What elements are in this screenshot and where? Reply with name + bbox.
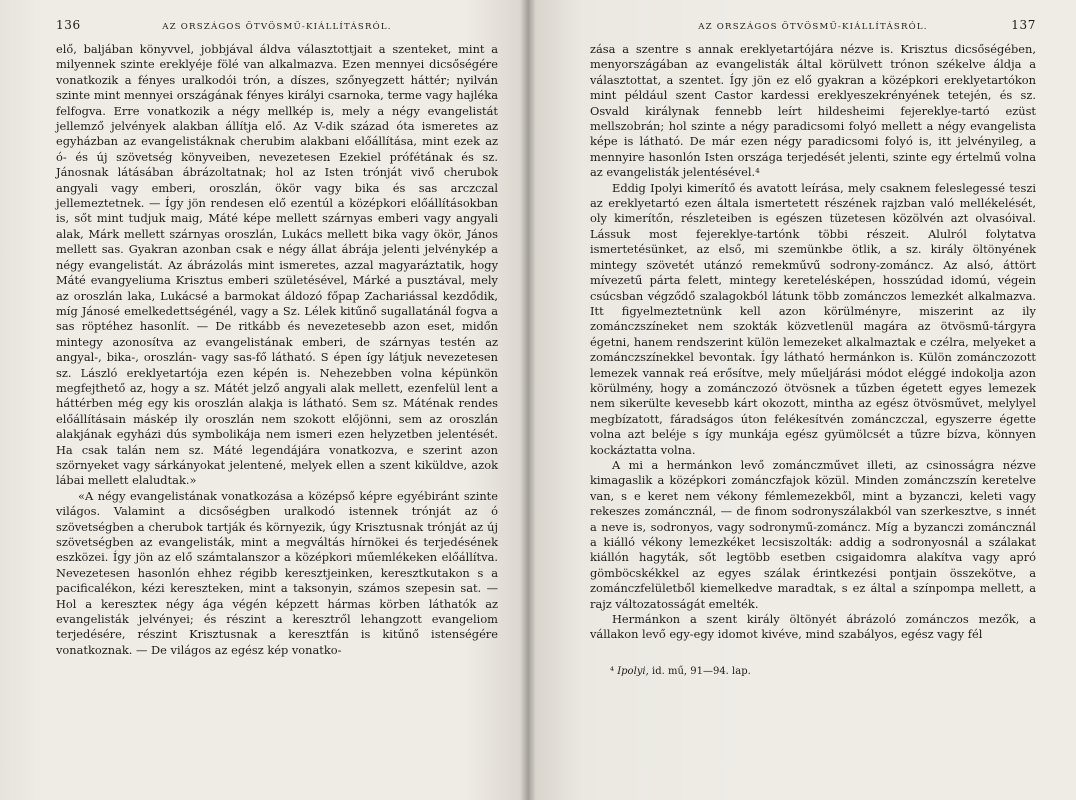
right-paragraph-3: A mi a hermánkon levő zománczművet illeti, az csinosságra nézve kimagaslik a középkori zománczfajok közül. Minden zománczszín keretelve van, s e keret nem vékony fémlemezekből, mint a byzanczi, keleti vagy rekeszes zománcznál, — de finom sodronyszálakból van szerkesztve, s innét a neve is, sodronyos, vagy sodronymű-zománcz. Míg a byzanczi zománcznál a kiálló vékony lemezkéket lecsiszolták: addig a sodronyosnál a szálakat kiállón hagyták, sőt legtöbb esetben csigaidomra alakítva vagy apró gömböcskékkel az egyes szálak érintkezési pontjain összekötve, a zománczfelületből kiemelkedve maradtak, s ez által a színpompa mellett, a rajz változatosságát emelték. (590, 457, 1036, 611)
left-page-header (56, 18, 498, 32)
left-page-body (56, 42, 498, 658)
footnote-text: id. mű, 91—94. lap. (652, 665, 751, 677)
book-gutter (520, 0, 536, 800)
right-page-header (590, 18, 1036, 32)
footnote (590, 665, 1036, 679)
left-paragraph-1: elő, baljában könyvvel, jobbjával áldva választottjait a szenteket, mint a milyennek szinte ereklyéje fölé van alkalmazva. Ezen mennyei dicsőségére vonatkozik a fényes uralkodói trón, a díszes, szőnyegzett háttér; nyilván szinte mint mennyei országának fényes királyi csarnoka, terme vagy hajléka felfogva. Erre vonatkozik a négy mellkép is, mely a négy evangelistát jellemző jelvények alakban állítja elő. Az V-dik század óta ismeretes az egyházban az evangelistáknak cherubim alakbani előállítása, mint ezek az ó- és új szövetség könyveiben, nevezetesen Ezekiel prófétának és sz. Jánosnak látásában ábrázoltatnak; hol az Isten trónját vivő cherubok angyali vagy emberi, oroszlán, ökör vagy bika és sas arczczal jellemeztetnek. — Így jön rendesen elő ezentúl a középkori előállításokban is, sőt mint tudjuk maig, Máté képe mellett szárnyas emberi vagy angyali alak, Márk mellett szárnyas oroszlán, Lukács mellett bika vagy ökör, János mellett sas. Gyakran azonban csak e négy állat ábrája jelenti jelvénykép a négy evangelistát. Az ábrázolás mint ismeretes, azzal magyaráztatik, hogy Máté evangyeliuma Krisztus emberi születésével, Márké a pusztával, mely az oroszlán laka, Lukácsé a barmokat áldozó főpap Zachariással kezdődik, míg Jánosé emelkedettségénél, vagy a Sz. Lélek kitűnő sugallatánál fogva a sas röptéhez hasonlít. — De ritkább és nevezetesebb azon eset, midőn mintegy azonosítva az evangelistának emberi, de szárnyas testén az angyal-, bika-, oroszlán- vagy sas-fő látható. S épen így látjuk nevezetesen sz. László ereklyetartója ezen képén is. Nehezebben volna képünkön megfejthető az, hogy a sz. Mátét jelző angyali alak mellett, ezenfelül lent a háttérben még egy kis oroszlán alakja is látható. Sem sz. Máténak rendes előállításain máskép ily oroszlán nem szokott előjönni, sem az oroszlán alakjának egyházi dús symbolikája nem ismeri ezen helyzetben jelentését. Ha csak talán nem sz. Máté legendájára vonatkozva, e szerint azon szörnyeket vagy sárkányokat jelentené, melyek ellen a szent kiküldve, azok lábai mellett elaludtak.» (56, 42, 498, 488)
left-page (0, 0, 528, 800)
right-running-head: AZ ORSZÁGOS ÖTVÖSMŰ-KIÁLLÍTÁSRÓL. (698, 22, 928, 32)
footnote-marker: ⁴ (610, 665, 615, 677)
right-paragraph-4: Hermánkon a szent király öltönyét ábrázoló zománczos mezők, a vállakon levő egy-egy idomot kivéve, mind szabályos, egész vagy fél (590, 612, 1036, 642)
right-page-number: 137 (1011, 18, 1036, 32)
left-page-number: 136 (56, 18, 81, 32)
footnote-author: Ipolyi, (617, 665, 649, 677)
right-paragraph-1: zása a szentre s annak ereklyetartójára nézve is. Krisztus dicsőségében, menyországában az evangelisták által körülvett trónon székelve áldja a választottat, a szentet. Így jön ez elő gyakran a középkori ereklyetartókon mint például szent Castor kardessi ereklyeszekrényének tetején, és sz. Osvald királynak fennebb leírt hildesheimi fejereklye-tartó ezüst mellszobrán; hol szinte a négy paradicsomi folyó mellett a négy evangelista képe is látható. De már ezen négy paradicsomi folyó is, itt jelvényileg, a mennyire hasonlón Isten országa terjedését jelenti, szinte egy értelmű volna az evangelisták jelentésével.⁴ (590, 42, 1036, 180)
left-paragraph-2: «A négy evangelistának vonatkozása a középső képre egyébiránt szinte világos. Valamint a dicsőségben uralkodó istennek trónját az ó szövetségben a cherubok tartják és környezik, úgy Krisztusnak trónját az új szövetségben az evangelisták, mint a megváltás hírnökei és terjedésének eszközei. Így jön az elő számtalanszor a középkori műemlékeken előállítva. Nevezetesen hasonlón ehhez régibb keresztjeinken, keresztkutakon s a pacificalékon, kézi kereszteken, mint a taksonyin, számos szepesin sat. — Hol a kereszteк négy ága végén képzett hármas körben láthatók az evangelisták jelvényei; és részint a keresztről lehangzott evangeliom terjedésére, részint Krisztusnak a keresztfán is kitűnő istenségére vonatkoznak. — De világos az egész kép vonatko- (56, 488, 498, 657)
left-running-head: AZ ORSZÁGOS ÖTVÖSMŰ-KIÁLLÍTÁSRÓL. (162, 22, 392, 32)
right-page-body (590, 42, 1036, 643)
right-paragraph-2: Eddig Ipolyi kimerítő és avatott leírása, mely csaknem feleslegessé teszi az ereklyetartó ezen általa ismertetett részének rajzban való mellékelését, oly kimerítőn, részleteiben is egészen tüzetesen közölvén azt olvasóival. Lássuk most fejereklye-tartónk többi részeit. Alulról folytatva ismertetésünket, az első, mi szemünkbe ötlik, a sz. király öltönyének mintegy szövetét utánzó remekművű sodrony-zománcz. Az alsó, áttört mívezetű párta felett, mintegy keretelésképen, hosszúdad idomú, végein csúcsban végződő szalagokból látunk több zománczos lemezkét alkalmazva. Itt figyelmeztetnünk kell azon körülményre, miszerint az ily zománczszíneket nem szokták közvetlenül magára az ötvösmű-tárgyra égetni, hanem rendszerint külön lemezeket alkalmaztak e czélra, melyeket a zománczszínekkel bevontak. Így látható hermánkon is. Külön zománczozott lemezek vannak reá erősítve, mely műeljárási módot eléggé indokolja azon körülmény, hogy a zománczozó ötvösnek a tűzben égetett egyes lemezek nem sikerülte kevesebb kárt okozott, mintha az egész ötvösművet, melylyel megbízatott, fáradságos úton felékesítvén zománczczal, egyszerre égette volna azt beléje s így munkája egész gyümölcsét a tűzre bízva, könnyen kockáztatta volna. (590, 180, 1036, 457)
right-page (528, 0, 1076, 800)
